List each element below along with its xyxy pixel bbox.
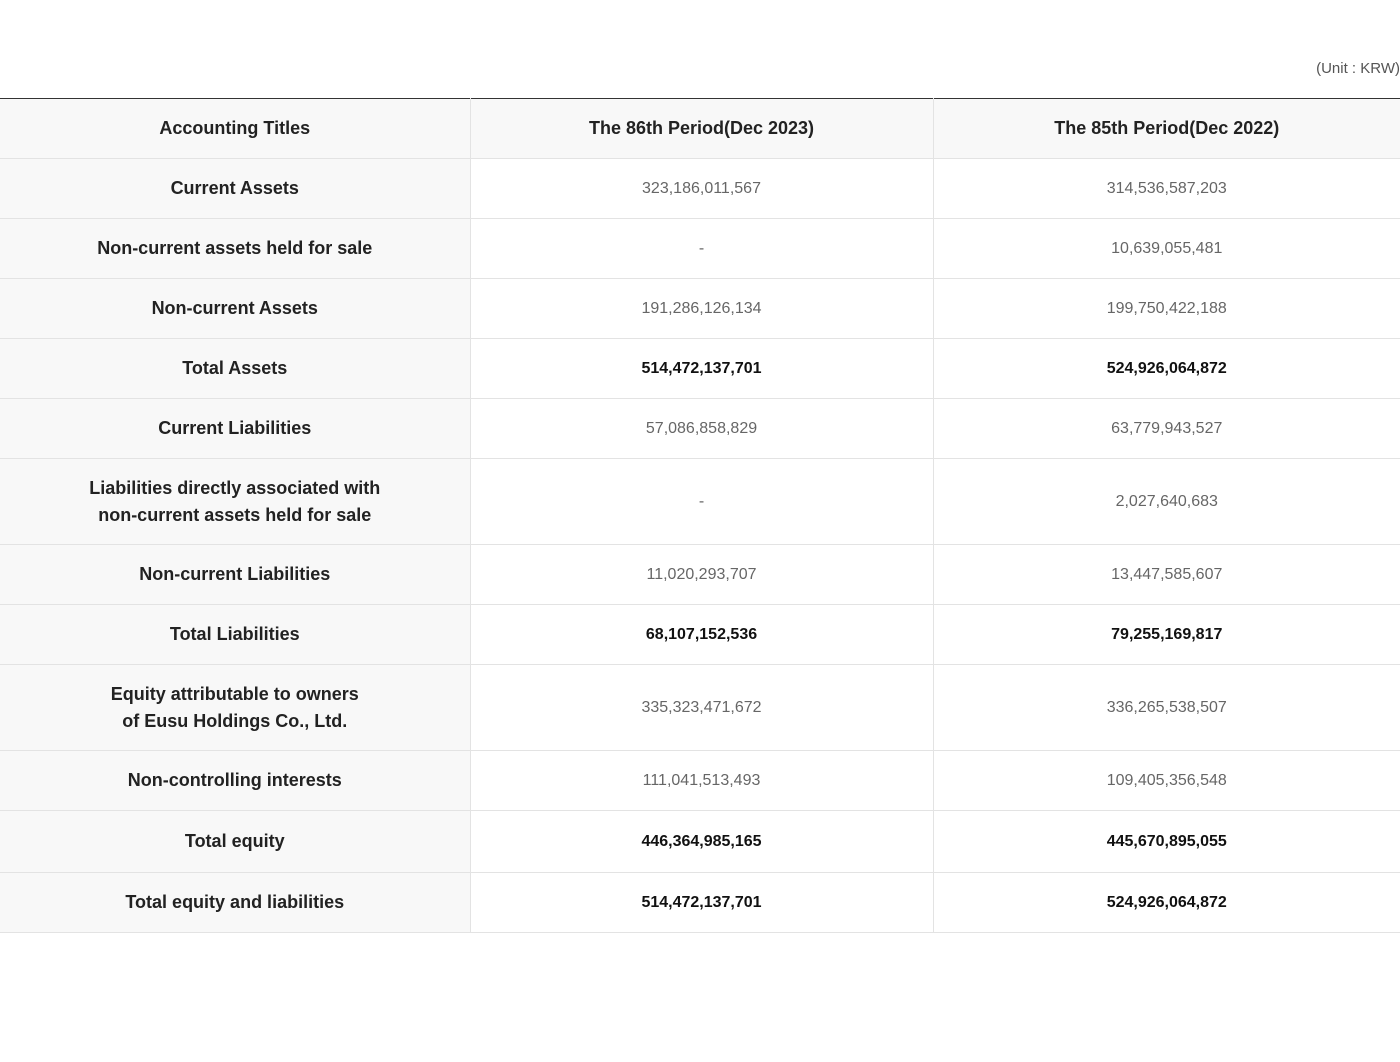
row-label: Current Assets <box>0 159 470 219</box>
value-2022: 199,750,422,188 <box>933 279 1400 339</box>
financial-position-table <box>0 98 1400 933</box>
table-row <box>0 219 1400 279</box>
row-label: Non-current Liabilities <box>0 545 470 605</box>
row-label <box>0 665 470 751</box>
row-label-line-2: non-current assets held for sale <box>98 504 372 525</box>
value-2023: 514,472,137,701 <box>470 873 933 933</box>
value-2023: 446,364,985,165 <box>470 811 933 873</box>
table-row <box>0 399 1400 459</box>
value-2023: - <box>470 459 933 545</box>
table-row <box>0 751 1400 811</box>
table-row-total <box>0 339 1400 399</box>
row-label: Total Assets <box>0 339 470 399</box>
value-2023: 191,286,126,134 <box>470 279 933 339</box>
value-2022: 63,779,943,527 <box>933 399 1400 459</box>
header-86th-period: The 86th Period(Dec 2023) <box>470 99 933 159</box>
header-accounting-titles: Accounting Titles <box>0 99 470 159</box>
value-2023: 68,107,152,536 <box>470 605 933 665</box>
table-header-row <box>0 99 1400 159</box>
table-row <box>0 279 1400 339</box>
row-label: Current Liabilities <box>0 399 470 459</box>
row-label: Non-controlling interests <box>0 751 470 811</box>
value-2022: 314,536,587,203 <box>933 159 1400 219</box>
value-2022: 336,265,538,507 <box>933 665 1400 751</box>
row-label <box>0 459 470 545</box>
table-row <box>0 665 1400 751</box>
value-2022: 10,639,055,481 <box>933 219 1400 279</box>
row-label: Total equity and liabilities <box>0 873 470 933</box>
value-2023: 514,472,137,701 <box>470 339 933 399</box>
value-2023: 57,086,858,829 <box>470 399 933 459</box>
value-2023: - <box>470 219 933 279</box>
value-2023: 11,020,293,707 <box>470 545 933 605</box>
row-label-line-2: of Eusu Holdings Co., Ltd. <box>122 710 348 731</box>
value-2022: 524,926,064,872 <box>933 339 1400 399</box>
value-2022: 109,405,356,548 <box>933 751 1400 811</box>
table-row-total <box>0 605 1400 665</box>
row-label: Total Liabilities <box>0 605 470 665</box>
row-label: Non-current assets held for sale <box>0 219 470 279</box>
value-2022: 524,926,064,872 <box>933 873 1400 933</box>
table-row-total <box>0 811 1400 873</box>
table-row <box>0 545 1400 605</box>
value-2023: 335,323,471,672 <box>470 665 933 751</box>
value-2022: 2,027,640,683 <box>933 459 1400 545</box>
row-label: Non-current Assets <box>0 279 470 339</box>
unit-label: (Unit : KRW) <box>1316 60 1400 77</box>
row-label: Total equity <box>0 811 470 873</box>
row-label-line-1: Liabilities directly associated with <box>89 477 381 498</box>
table-row-total <box>0 873 1400 933</box>
value-2022: 79,255,169,817 <box>933 605 1400 665</box>
row-label-line-1: Equity attributable to owners <box>110 683 359 704</box>
value-2022: 445,670,895,055 <box>933 811 1400 873</box>
value-2022: 13,447,585,607 <box>933 545 1400 605</box>
header-85th-period: The 85th Period(Dec 2022) <box>933 99 1400 159</box>
value-2023: 111,041,513,493 <box>470 751 933 811</box>
table-row <box>0 459 1400 545</box>
value-2023: 323,186,011,567 <box>470 159 933 219</box>
table-row <box>0 159 1400 219</box>
